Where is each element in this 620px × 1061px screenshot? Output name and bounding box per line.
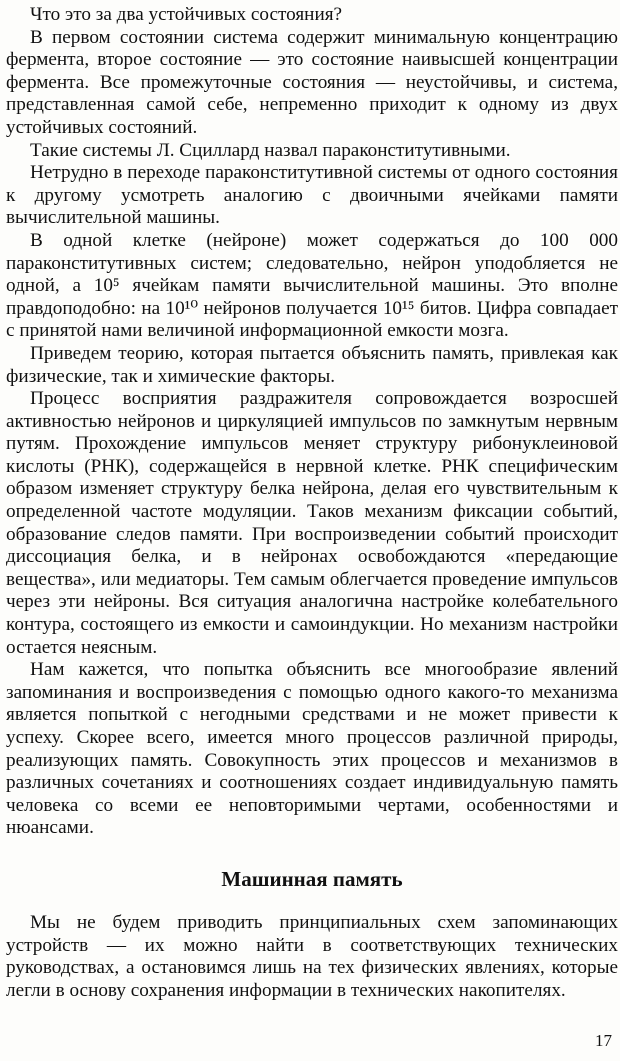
paragraph-machine-memory: Мы не будем приводить принципиальных схем запоминающих устройств — их можно найти в соответствующих технических руководствах, а остановимся лишь на тех физических явлениях, которые легли в основу сохранения информации в технических накопителях. xyxy=(6,911,618,1001)
paragraph-rna-theory: Процесс восприятия раздражителя сопровождается возросшей активностью нейронов и циркуляцией импульсов по замкнутым нервным путям. Прохождение импульсов меняет структуру рибонуклеиновой кислоты (РНК), содержащейся в нервной клетке. РНК специфическим образом изменяет структуру белка нейрона, делая его чувствительным к определенной частоте модуляции. Таков механизм фиксации событий, образование следов памяти. При воспроизведении событий происходит диссоциация белка, и в нейронах освобождаются «передающие вещества», или медиаторы. Тем самым облегчается проведение импульсов через эти нейроны. Вся ситуация аналогична настройке колебательного контура, состоящего из емкости и самоиндукции. Но механизм настройки остается неясным. xyxy=(6,388,618,658)
paragraph-enzyme-states: В первом состоянии система содержит минимальную концентрацию фермента, второе состояние — это состояние наивысшей концентрации фермента. Все промежуточные состояния — неустойчивы, и система, представленная самой себе, непременно приходит к одному из двух устойчивых состояний. xyxy=(6,26,618,138)
paragraph-binary-analogy: Нетрудно в переходе параконститутивной системы от одного состояния к другому усмотреть аналогию с двоичными ячейками памяти вычислительной машины. xyxy=(6,162,618,229)
section-heading: Машинная память xyxy=(221,866,403,891)
paragraph-conclusion: Нам кажется, что попытка объяснить все многообразие явлений запоминания и воспроизведения с помощью одного какого-то механизма является попыткой с негодными средствами и не может привести к успеху. Скорее всего, имеется много процессов различной природы, реализующих память. Совокупность этих процессов и механизмов в различных сочетаниях и соотношениях создает индивидуальную память человека со всеми ее неповторимыми чертами, особенностями и нюансами. xyxy=(6,659,618,839)
paragraph-szilard: Такие системы Л. Сциллард назвал параконститутивными. xyxy=(30,139,511,161)
page-number: 17 xyxy=(595,1031,612,1050)
paragraph-question: Что это за два устойчивых состояния? xyxy=(30,4,343,25)
paragraph-neuron-capacity: В одной клетке (нейроне) может содержаться до 100 000 параконститутивных систем; следовательно, нейрон уподобляется не одной, а 10⁵ ячейкам памяти вычислительной машины. Это вполне правдоподобно: на 10¹⁰ нейронов получается 10¹⁵ битов. Цифра совпадает с принятой нами величиной информационной емкости мозга. xyxy=(6,229,618,342)
paragraph-theory-intro: Приведем теорию, которая пытается объяснить память, привлекая как физические, так и химические факторы. xyxy=(6,342,618,387)
